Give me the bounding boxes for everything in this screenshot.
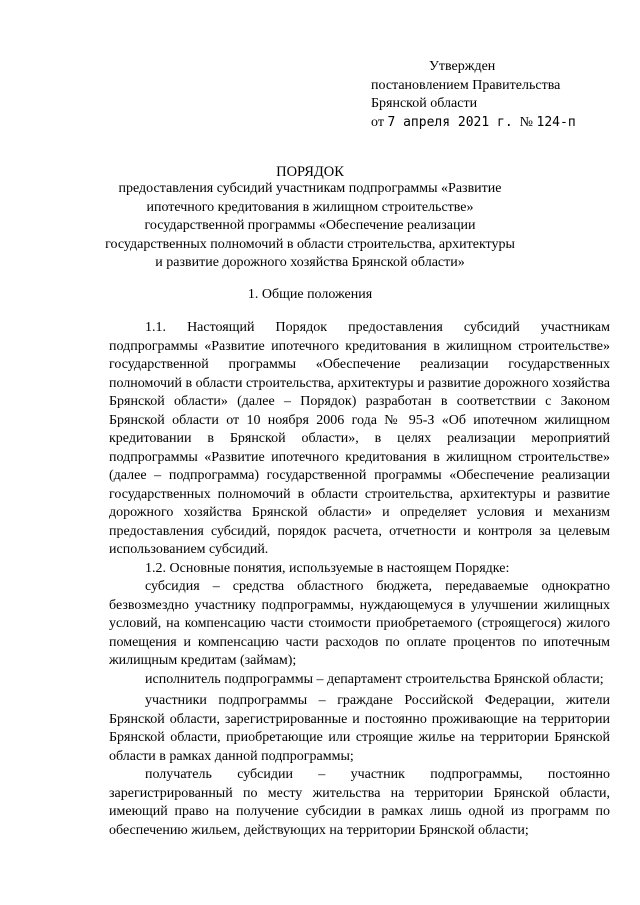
document-subtitle: предоставления субсидий участникам подпрограммы «Развитие ипотечного кредитования в жилищном строительстве» государственной программы «Обеспечение реализации государственных полномочий в области строительства, архитектуры и развитие дорожного хозяйства Брянской области» [105, 181, 515, 270]
definition-recipient: получатель субсидии – участник подпрограммы, постоянно зарегистрированный по месту жительства на территории Брянской области, имеющий право на получение субсидии в рамках лишь одной из программ по обеспечению жильем, действующих на территории Брянской области; [109, 767, 610, 838]
section-heading: 1. Общие положения [247, 287, 373, 302]
definition-subsidy: субсидия – средства областного бюджета, передаваемые однократно безвозмездно участнику подпрограммы, нуждающемуся в улучшении жилищных условий, на компенсацию части стоимости приобретаемого (строящегося) жилого помещения и компенсацию части расходов по оплате процентов по ипотечным жилищным кредитам (займам); [109, 579, 610, 668]
approval-stamp [371, 58, 611, 132]
approval-line-decree: постановлением Правительства [371, 77, 561, 93]
approval-number-value: 124-п [536, 114, 576, 130]
approval-line-region: Брянской области [371, 96, 478, 111]
definition-participants: участники подпрограммы – граждане Российской Федерации, жители Брянской области, зарегистрированные и постоянно проживающие на территории Брянской области, приобретающие или строящие жилье на территории Брянской области в рамках данной подпрограммы; [109, 693, 610, 764]
approval-date-value: 7 апреля 2021 г. [387, 114, 513, 130]
approval-date-prefix: от [371, 114, 384, 130]
approval-date-line [371, 114, 611, 133]
paragraph-1-2: 1.2. Основные понятия, используемые в настоящем Порядке: [145, 560, 510, 576]
definition-executor: исполнитель подпрограммы – департамент строительства Брянской области; [145, 671, 604, 687]
approval-number-sign: № [519, 114, 534, 130]
document-body [109, 319, 610, 840]
paragraph-1-1: 1.1. Настоящий Порядок предоставления субсидий участникам подпрограммы «Развитие ипотечного кредитования в жилищном строительстве» государственной программы «Обеспечение реализации государственных полномочий в области строительства, архитектуры и развитие дорожного хозяйства Брянской области» (далее – Порядок) разработан в соответствии с Законом Брянской области от 10 ноября 2006 года № 95-З «Об ипотечном жилищном кредитовании в Брянской области», в целях реализации мероприятий подпрограммы «Развитие ипотечного кредитования в жилищном строительстве» (далее – подпрограмма) государственной программы «Обеспечение реализации государственных полномочий в области строительства, архитектуры и развитие дорожного хозяйства Брянской области» и определяет условия и механизм предоставления субсидий, порядок расчета, отчетности и контроля за целевым использованием субсидий. [109, 320, 611, 557]
document-title: ПОРЯДОК [276, 164, 344, 180]
approval-line-approved: Утвержден [429, 59, 496, 74]
